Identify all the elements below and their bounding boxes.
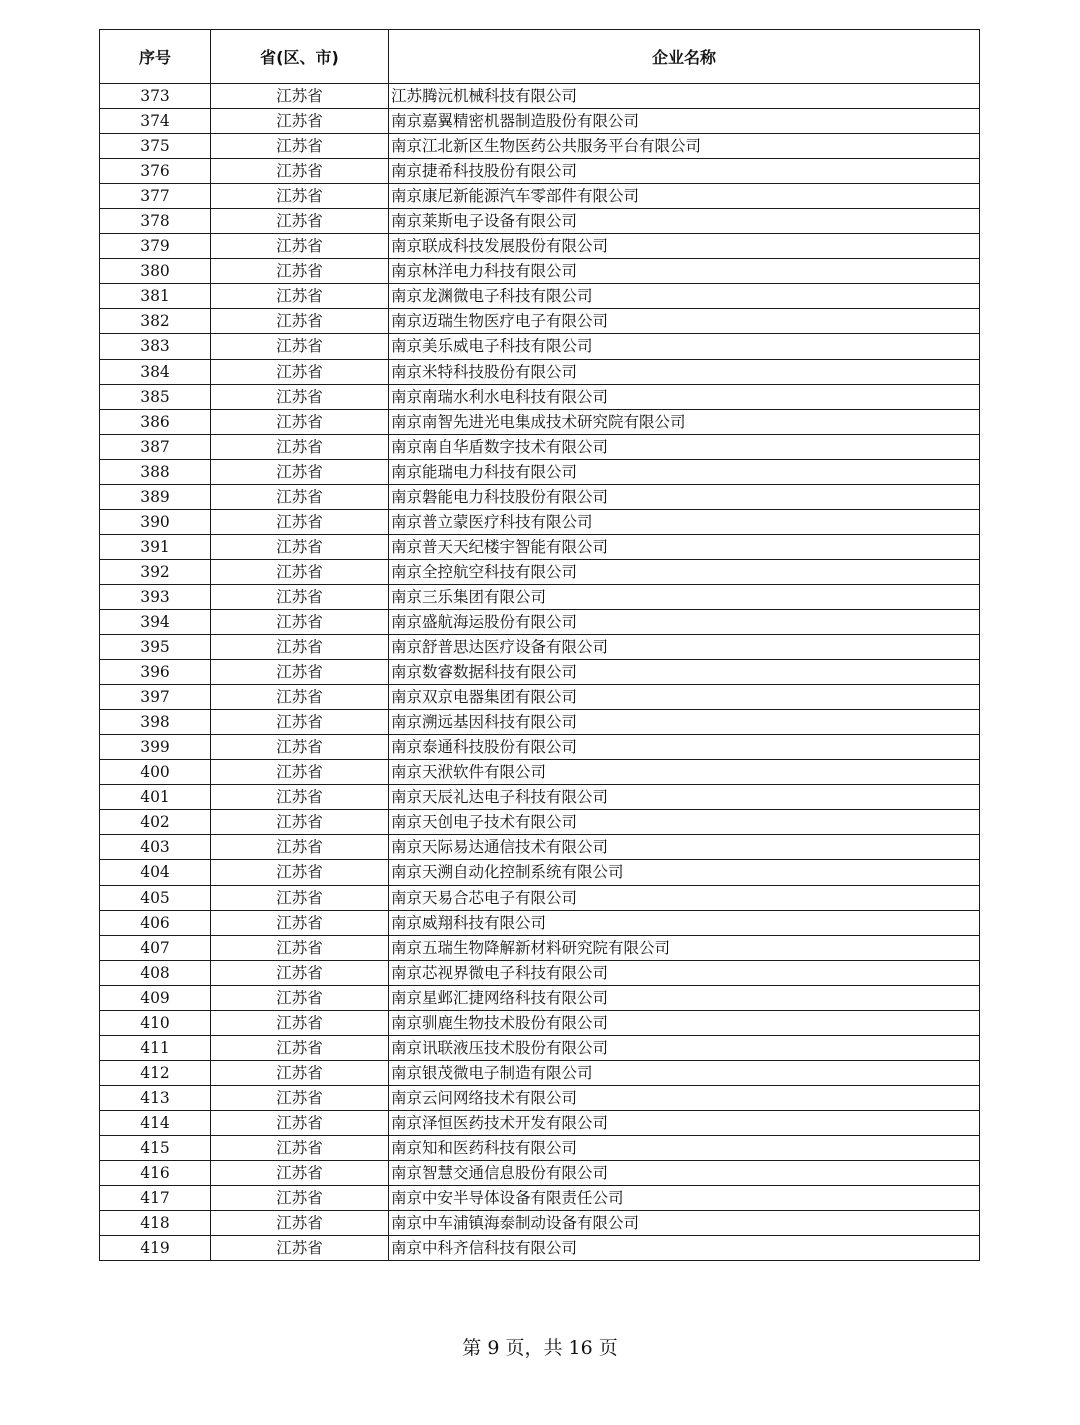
row-seq-cell: 398	[100, 710, 211, 735]
table-row	[100, 459, 980, 484]
row-company-cell: 南京天易合芯电子有限公司	[389, 885, 980, 910]
row-company-cell: 南京捷希科技股份有限公司	[389, 159, 980, 184]
row-seq-cell: 377	[100, 184, 211, 209]
row-company-cell: 南京天洑软件有限公司	[389, 760, 980, 785]
row-seq-cell: 374	[100, 109, 211, 134]
row-company-cell: 南京讯联液压技术股份有限公司	[389, 1035, 980, 1060]
row-province-cell: 江苏省	[211, 1110, 389, 1135]
table-row	[100, 409, 980, 434]
header-row	[100, 30, 980, 84]
table-row	[100, 384, 980, 409]
row-province-cell: 江苏省	[211, 159, 389, 184]
table-row	[100, 1211, 980, 1236]
row-province-cell: 江苏省	[211, 860, 389, 885]
table-row	[100, 609, 980, 634]
row-seq-cell: 384	[100, 359, 211, 384]
row-company-cell: 南京溯远基因科技有限公司	[389, 710, 980, 735]
row-seq-cell: 388	[100, 459, 211, 484]
row-seq-cell: 412	[100, 1060, 211, 1085]
row-company-cell: 南京南智先进光电集成技术研究院有限公司	[389, 409, 980, 434]
row-province-cell: 江苏省	[211, 384, 389, 409]
row-seq-cell: 391	[100, 534, 211, 559]
row-province-cell: 江苏省	[211, 1010, 389, 1035]
row-seq-cell: 397	[100, 685, 211, 710]
row-province-cell: 江苏省	[211, 609, 389, 634]
row-company-cell: 南京泰通科技股份有限公司	[389, 735, 980, 760]
row-seq-cell: 390	[100, 509, 211, 534]
row-seq-cell: 414	[100, 1110, 211, 1135]
row-company-cell: 南京南瑞水利水电科技有限公司	[389, 384, 980, 409]
row-company-cell: 南京泽恒医药技术开发有限公司	[389, 1110, 980, 1135]
row-company-cell: 南京芯视界微电子科技有限公司	[389, 960, 980, 985]
row-seq-cell: 409	[100, 985, 211, 1010]
row-province-cell: 江苏省	[211, 1035, 389, 1060]
table-row	[100, 1085, 980, 1110]
row-province-cell: 江苏省	[211, 209, 389, 234]
row-company-cell: 南京知和医药科技有限公司	[389, 1135, 980, 1160]
table-row	[100, 1135, 980, 1160]
row-company-cell: 南京普立蒙医疗科技有限公司	[389, 509, 980, 534]
row-province-cell: 江苏省	[211, 309, 389, 334]
row-seq-cell: 395	[100, 635, 211, 660]
page-footer	[0, 1333, 1080, 1360]
row-province-cell: 江苏省	[211, 785, 389, 810]
row-province-cell: 江苏省	[211, 184, 389, 209]
row-province-cell: 江苏省	[211, 935, 389, 960]
table-row	[100, 159, 980, 184]
row-province-cell: 江苏省	[211, 1186, 389, 1211]
row-seq-cell: 381	[100, 284, 211, 309]
row-company-cell: 南京美乐威电子科技有限公司	[389, 334, 980, 359]
row-company-cell: 南京南自华盾数字技术有限公司	[389, 434, 980, 459]
table-row	[100, 1010, 980, 1035]
row-company-cell: 江苏腾沅机械科技有限公司	[389, 84, 980, 109]
row-province-cell: 江苏省	[211, 284, 389, 309]
row-company-cell: 南京能瑞电力科技有限公司	[389, 459, 980, 484]
row-seq-cell: 406	[100, 910, 211, 935]
row-province-cell: 江苏省	[211, 234, 389, 259]
row-company-cell: 南京林洋电力科技有限公司	[389, 259, 980, 284]
row-province-cell: 江苏省	[211, 1211, 389, 1236]
row-company-cell: 南京盛航海运股份有限公司	[389, 609, 980, 634]
table-row	[100, 810, 980, 835]
row-seq-cell: 396	[100, 660, 211, 685]
row-seq-cell: 379	[100, 234, 211, 259]
row-seq-cell: 402	[100, 810, 211, 835]
table-row	[100, 960, 980, 985]
table-row	[100, 1236, 980, 1261]
row-seq-cell: 417	[100, 1186, 211, 1211]
table-row	[100, 359, 980, 384]
row-company-cell: 南京驯鹿生物技术股份有限公司	[389, 1010, 980, 1035]
row-company-cell: 南京数睿数据科技有限公司	[389, 660, 980, 685]
row-seq-cell: 418	[100, 1211, 211, 1236]
row-company-cell: 南京三乐集团有限公司	[389, 584, 980, 609]
row-company-cell: 南京天溯自动化控制系统有限公司	[389, 860, 980, 885]
row-company-cell: 南京中车浦镇海泰制动设备有限公司	[389, 1211, 980, 1236]
row-province-cell: 江苏省	[211, 1060, 389, 1085]
row-company-cell: 南京天辰礼达电子科技有限公司	[389, 785, 980, 810]
row-seq-cell: 413	[100, 1085, 211, 1110]
row-company-cell: 南京天际易达通信技术有限公司	[389, 835, 980, 860]
row-province-cell: 江苏省	[211, 685, 389, 710]
row-company-cell: 南京联成科技发展股份有限公司	[389, 234, 980, 259]
row-province-cell: 江苏省	[211, 960, 389, 985]
row-province-cell: 江苏省	[211, 134, 389, 159]
table-row	[100, 259, 980, 284]
row-seq-cell: 376	[100, 159, 211, 184]
row-province-cell: 江苏省	[211, 409, 389, 434]
row-province-cell: 江苏省	[211, 710, 389, 735]
table-row	[100, 434, 980, 459]
row-seq-cell: 408	[100, 960, 211, 985]
table-row	[100, 484, 980, 509]
table-row	[100, 860, 980, 885]
header-seq: 序号	[100, 30, 211, 84]
row-company-cell: 南京智慧交通信息股份有限公司	[389, 1161, 980, 1186]
table-row	[100, 835, 980, 860]
row-company-cell: 南京中安半导体设备有限责任公司	[389, 1186, 980, 1211]
row-province-cell: 江苏省	[211, 484, 389, 509]
table-row	[100, 559, 980, 584]
row-province-cell: 江苏省	[211, 359, 389, 384]
table-header	[100, 30, 980, 84]
row-company-cell: 南京迈瑞生物医疗电子有限公司	[389, 309, 980, 334]
row-seq-cell: 404	[100, 860, 211, 885]
row-province-cell: 江苏省	[211, 760, 389, 785]
table-row	[100, 334, 980, 359]
row-seq-cell: 415	[100, 1135, 211, 1160]
row-company-cell: 南京龙渊微电子科技有限公司	[389, 284, 980, 309]
table-row	[100, 534, 980, 559]
row-company-cell: 南京舒普思达医疗设备有限公司	[389, 635, 980, 660]
table-row	[100, 234, 980, 259]
row-seq-cell: 401	[100, 785, 211, 810]
table-row	[100, 1110, 980, 1135]
row-company-cell: 南京五瑞生物降解新材料研究院有限公司	[389, 935, 980, 960]
table-row	[100, 635, 980, 660]
row-seq-cell: 392	[100, 559, 211, 584]
table-row	[100, 584, 980, 609]
row-province-cell: 江苏省	[211, 534, 389, 559]
row-seq-cell: 394	[100, 609, 211, 634]
row-company-cell: 南京中科齐信科技有限公司	[389, 1236, 980, 1261]
row-province-cell: 江苏省	[211, 434, 389, 459]
row-company-cell: 南京磐能电力科技股份有限公司	[389, 484, 980, 509]
row-company-cell: 南京米特科技股份有限公司	[389, 359, 980, 384]
row-province-cell: 江苏省	[211, 109, 389, 134]
row-company-cell: 南京嘉翼精密机器制造股份有限公司	[389, 109, 980, 134]
row-province-cell: 江苏省	[211, 635, 389, 660]
row-province-cell: 江苏省	[211, 835, 389, 860]
table-row	[100, 785, 980, 810]
row-seq-cell: 385	[100, 384, 211, 409]
table-row	[100, 885, 980, 910]
row-province-cell: 江苏省	[211, 584, 389, 609]
row-company-cell: 南京莱斯电子设备有限公司	[389, 209, 980, 234]
row-company-cell: 南京江北新区生物医药公共服务平台有限公司	[389, 134, 980, 159]
row-company-cell: 南京星邺汇捷网络科技有限公司	[389, 985, 980, 1010]
row-province-cell: 江苏省	[211, 1236, 389, 1261]
row-company-cell: 南京普天天纪楼宇智能有限公司	[389, 534, 980, 559]
table-row	[100, 134, 980, 159]
table-row	[100, 910, 980, 935]
table-body	[100, 84, 980, 1261]
row-seq-cell: 419	[100, 1236, 211, 1261]
row-seq-cell: 400	[100, 760, 211, 785]
row-seq-cell: 383	[100, 334, 211, 359]
row-seq-cell: 378	[100, 209, 211, 234]
row-province-cell: 江苏省	[211, 334, 389, 359]
row-province-cell: 江苏省	[211, 1085, 389, 1110]
row-province-cell: 江苏省	[211, 1161, 389, 1186]
table-row	[100, 109, 980, 134]
row-province-cell: 江苏省	[211, 885, 389, 910]
table-row	[100, 509, 980, 534]
row-company-cell: 南京康尼新能源汽车零部件有限公司	[389, 184, 980, 209]
table-row	[100, 935, 980, 960]
row-company-cell: 南京双京电器集团有限公司	[389, 685, 980, 710]
table-row	[100, 985, 980, 1010]
row-company-cell: 南京云问网络技术有限公司	[389, 1085, 980, 1110]
enterprise-list-table	[99, 29, 980, 1261]
row-seq-cell: 382	[100, 309, 211, 334]
row-seq-cell: 387	[100, 434, 211, 459]
table-row	[100, 760, 980, 785]
row-seq-cell: 410	[100, 1010, 211, 1035]
row-province-cell: 江苏省	[211, 459, 389, 484]
row-seq-cell: 403	[100, 835, 211, 860]
row-company-cell: 南京银茂微电子制造有限公司	[389, 1060, 980, 1085]
row-company-cell: 南京天创电子技术有限公司	[389, 810, 980, 835]
row-seq-cell: 373	[100, 84, 211, 109]
table-row	[100, 1035, 980, 1060]
row-province-cell: 江苏省	[211, 559, 389, 584]
header-company: 企业名称	[389, 30, 980, 84]
table-row	[100, 209, 980, 234]
table-row	[100, 1060, 980, 1085]
row-province-cell: 江苏省	[211, 84, 389, 109]
table-row	[100, 284, 980, 309]
row-seq-cell: 405	[100, 885, 211, 910]
table-row	[100, 735, 980, 760]
row-company-cell: 南京威翔科技有限公司	[389, 910, 980, 935]
row-province-cell: 江苏省	[211, 910, 389, 935]
row-seq-cell: 416	[100, 1161, 211, 1186]
row-province-cell: 江苏省	[211, 660, 389, 685]
table-row	[100, 685, 980, 710]
row-province-cell: 江苏省	[211, 810, 389, 835]
header-province: 省(区、市)	[211, 30, 389, 84]
row-seq-cell: 375	[100, 134, 211, 159]
row-seq-cell: 411	[100, 1035, 211, 1060]
row-seq-cell: 389	[100, 484, 211, 509]
table-row	[100, 184, 980, 209]
row-province-cell: 江苏省	[211, 1135, 389, 1160]
row-province-cell: 江苏省	[211, 735, 389, 760]
table-row	[100, 1161, 980, 1186]
row-province-cell: 江苏省	[211, 259, 389, 284]
table-row	[100, 84, 980, 109]
table-row	[100, 710, 980, 735]
row-province-cell: 江苏省	[211, 509, 389, 534]
table-row	[100, 1186, 980, 1211]
row-province-cell: 江苏省	[211, 985, 389, 1010]
row-seq-cell: 380	[100, 259, 211, 284]
page-number-text: 第 9 页，共 16 页	[462, 1337, 618, 1359]
row-seq-cell: 407	[100, 935, 211, 960]
row-company-cell: 南京全控航空科技有限公司	[389, 559, 980, 584]
row-seq-cell: 393	[100, 584, 211, 609]
row-seq-cell: 399	[100, 735, 211, 760]
row-seq-cell: 386	[100, 409, 211, 434]
table-row	[100, 309, 980, 334]
table-row	[100, 660, 980, 685]
